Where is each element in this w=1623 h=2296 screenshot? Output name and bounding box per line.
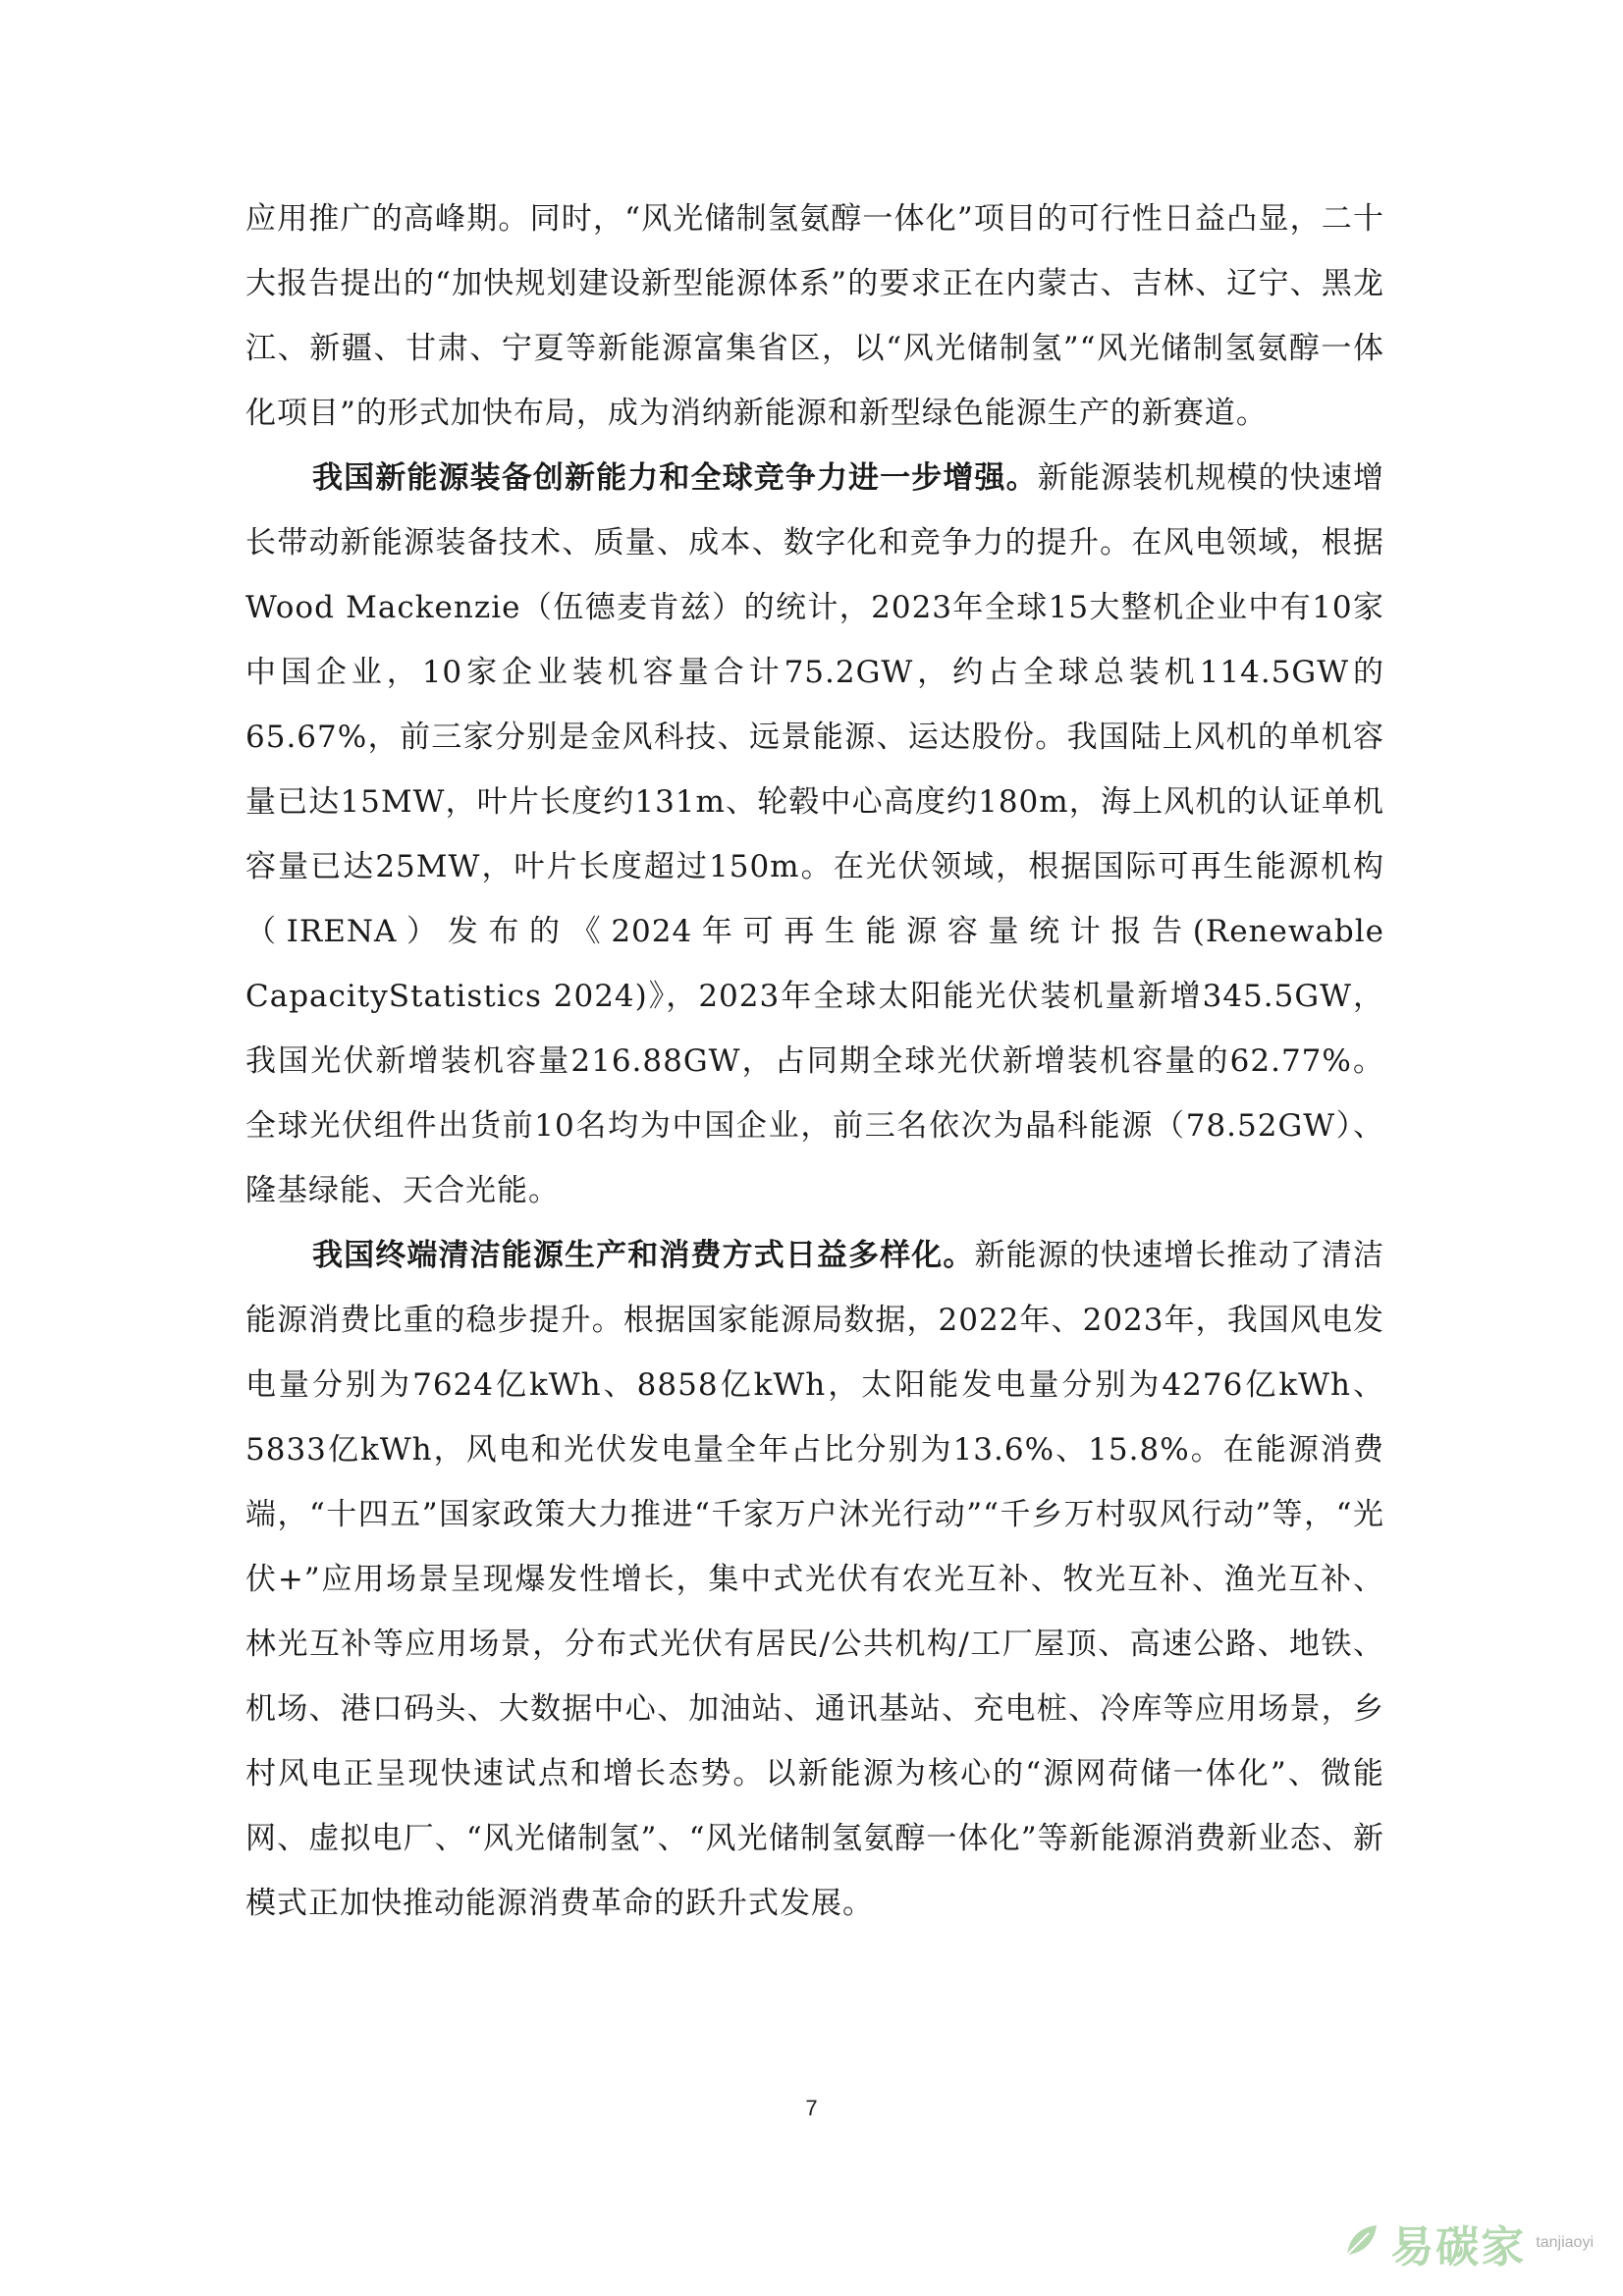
watermark-text: 易碳家 (1390, 2222, 1527, 2272)
paragraph-1 (245, 187, 1384, 446)
paragraph-2-text: 新能源装机规模的快速增长带动新能源装备技术、质量、成本、数字化和竞争力的提升。在风电领域，根据Wood Mackenzie（伍德麦肯兹）的统计，2023年全球15大整机企业中有10家中国企业，10家企业装机容量合计75.2GW，约占全球总装机114.5GW的65.67%，前三家分别是金风科技、远景能源、运达股份。我国陆上风机的单机容量已达15MW，叶片长度约131m、轮毂中心高度约180m，海上风机的认证单机容量已达25MW，叶片长度超过150m。在光伏领域，根据国际可再生能源机构（IRENA）发布的《2024年可再生能源容量统计报告(Renewable CapacityStatistics 2024)》，2023年全球太阳能光伏装机量新增345.5GW，我国光伏新增装机容量216.88GW，占同期全球光伏新增装机容量的62.77%。全球光伏组件出货前10名均为中国企业，前三名依次为晶科能源（78.52GW）、隆基绿能、天合光能。 (245, 460, 1385, 1208)
watermark-sub: tanjiaoyi (1536, 2234, 1594, 2251)
paragraph-1-text: 应用推广的高峰期。同时，“风光储制氢氨醇一体化”项目的可行性日益凸显，二十大报告提出的“加快规划建设新型能源体系”的要求正在内蒙古、吉林、辽宁、黑龙江、新疆、甘肃、宁夏等新能源富集省区，以“风光储制氢”“风光储制氢氨醇一体化项目”的形式加快布局，成为消纳新能源和新型绿色能源生产的新赛道。 (245, 201, 1384, 431)
paragraph-3 (245, 1223, 1384, 1936)
paragraph-2 (245, 446, 1384, 1223)
paragraph-2-lead: 我国新能源装备创新能力和全球竞争力进一步增强。 (312, 460, 1038, 496)
leaf-logo-icon (1341, 2221, 1380, 2265)
paragraph-3-lead: 我国终端清洁能源生产和消费方式日益多样化。 (312, 1238, 975, 1273)
paragraph-3-text: 新能源的快速增长推动了清洁能源消费比重的稳步提升。根据国家能源局数据，2022年、2023年，我国风电发电量分别为7624亿kWh、8858亿kWh，太阳能发电量分别为4276亿kWh、5833亿kWh，风电和光伏发电量全年占比分别为13.6%、15.8%。在能源消费端，“十四五”国家政策大力推进“千家万户沐光行动”“千乡万村驭风行动”等，“光伏+”应用场景呈现爆发性增长，集中式光伏有农光互补、牧光互补、渔光互补、林光互补等应用场景，分布式光伏有居民/公共机构/工厂屋顶、高速公路、地铁、机场、港口码头、大数据中心、加油站、通讯基站、充电桩、冷库等应用场景，乡村风电正呈现快速试点和增长态势。以新能源为核心的“源网荷储一体化”、微能网、虚拟电厂、“风光储制氢”、“风光储制氢氨醇一体化”等新能源消费新业态、新模式正加快推动能源消费革命的跃升式发展。 (245, 1238, 1385, 1921)
document-body (245, 187, 1384, 1936)
page-number: 7 (805, 2096, 818, 2120)
site-watermark (1341, 2212, 1594, 2274)
